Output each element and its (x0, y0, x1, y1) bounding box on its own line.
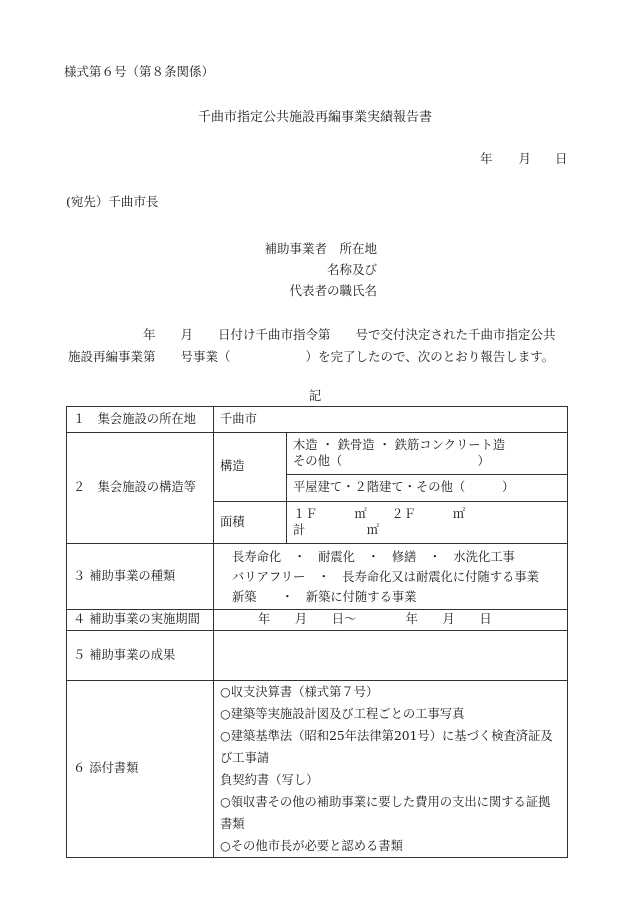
location-value: 千曲市 (214, 407, 568, 433)
structure-label: 構造 (214, 433, 287, 502)
area-label: 面積 (214, 502, 287, 544)
body-line-1: 年 月 日付け千曲市指令第 号で交付決定された千曲市指定公共 (68, 327, 556, 342)
body-paragraph (68, 324, 556, 368)
applicant-block (238, 238, 377, 301)
structure-value (287, 433, 568, 475)
structure-section-label: ２ 集会施設の構造等 (67, 433, 214, 544)
structure-options: 木造 ・ 鉄骨造 ・ 鉄筋コンクリート造 (293, 438, 506, 453)
attachments-label: ６ 添付書類 (67, 681, 214, 858)
attachment-item: ○収支決算書（様式第７号） (220, 685, 379, 699)
area-value (287, 502, 568, 544)
applicant-name-label: 名称及び (326, 262, 377, 277)
project-type-value (214, 544, 568, 610)
ki-heading: 記 (308, 388, 322, 403)
addressee: (宛先）千曲市長 (66, 194, 159, 209)
location-label: １ 集会施設の所在地 (67, 407, 214, 433)
date-year: 年 (480, 151, 493, 166)
body-line-2: 施設再編事業第 号事業（ ）を完了したので、次のとおり報告します。 (68, 349, 555, 364)
table-row (67, 544, 568, 610)
form-number: 様式第６号（第８条関係） (64, 64, 215, 79)
document-title: 千曲市指定公共施設再編事業実績報告書 (197, 110, 432, 125)
table-row (67, 433, 568, 475)
area-total: 計 ㎡ (293, 522, 380, 537)
floors-value: 平屋建て・２階建て・その他（ ） (287, 475, 568, 502)
project-type-line-3: 新築 ・ 新築に付随する事業 (232, 589, 417, 604)
project-type-line-1: 長寿命化 ・ 耐震化 ・ 修繕 ・ 水洗化工事 (232, 549, 515, 564)
area-floors: １Ｆ ㎡ ２Ｆ ㎡ (293, 507, 466, 522)
period-value: 年 月 日～ 年 月 日 (214, 610, 568, 631)
results-value (214, 631, 568, 681)
results-label: ５ 補助事業の成果 (67, 631, 214, 681)
applicant-address-label: 補助事業者 所在地 (264, 241, 377, 256)
table-row (67, 610, 568, 631)
applicant-representative-label: 代表者の職氏名 (289, 283, 377, 298)
attachment-item: ○その他市長が必要と認める書類 (220, 839, 403, 853)
project-type-line-2: バリアフリー ・ 長寿命化又は耐震化に付随する事業 (232, 569, 539, 584)
structure-other: その他（ ） (293, 453, 490, 468)
attachment-item: ○建築基準法（昭和25年法律第201号）に基づく検査済証及び工事請 (220, 729, 553, 765)
table-row (67, 631, 568, 681)
attachment-item: ○建築等実施設計図及び工程ごとの工事写真 (220, 707, 465, 721)
table-row (67, 407, 568, 433)
table-row (67, 681, 568, 858)
period-label: ４ 補助事業の実施期間 (67, 610, 214, 631)
attachment-item: 負契約書（写し） (220, 773, 319, 787)
date-month: 月 (518, 151, 532, 166)
project-type-label: ３ 補助事業の種類 (67, 544, 214, 610)
report-table (66, 406, 568, 858)
date-day: 日 (555, 151, 568, 166)
attachment-item: ○領収書その他の補助事業に要した費用の支出に関する証拠書類 (220, 795, 551, 831)
date-line (480, 153, 568, 166)
attachments-list (214, 681, 568, 858)
